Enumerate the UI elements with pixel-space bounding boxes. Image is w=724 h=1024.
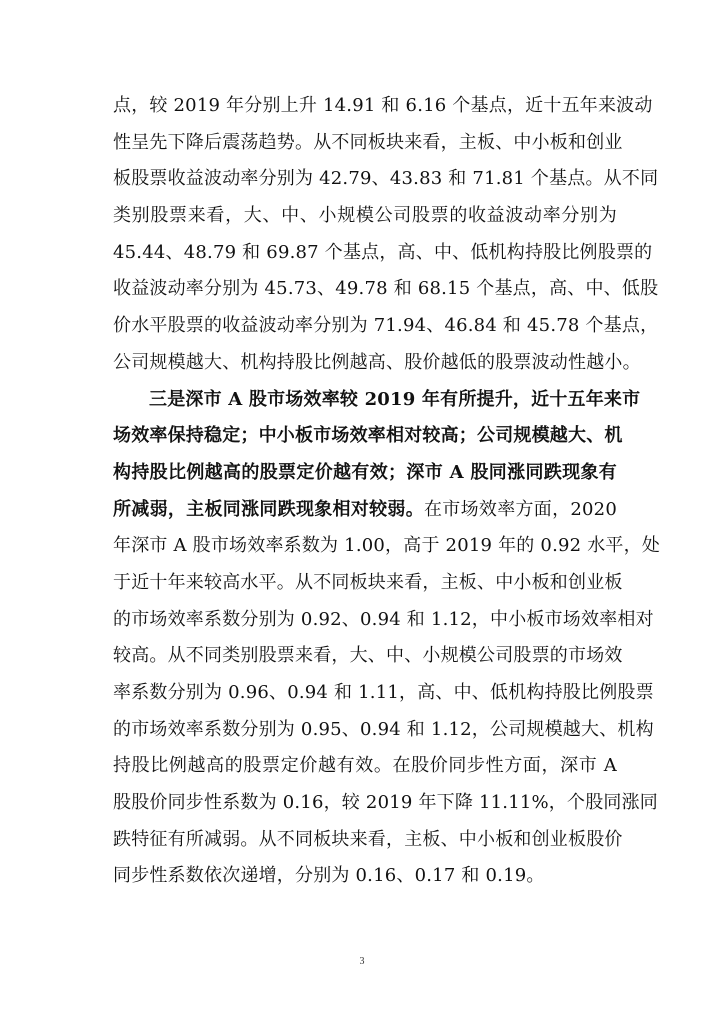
text-line-mixed	[113, 492, 617, 529]
bold-heading-end: 所减弱，主板同涨同跌现象相对较弱。	[113, 498, 425, 520]
bold-heading-line: 场效率保持稳定；中小板市场效率相对较高；公司规模越大、机	[113, 425, 623, 447]
text-line: 板股票收益波动率分别为 42.79、43.83 和 71.81 个基点。从不同	[113, 168, 659, 190]
text-line: 收益波动率分别为 45.73、49.78 和 68.15 个基点，高、中、低股	[113, 278, 659, 300]
text-line: 公司规模越大、机构持股比例越高、股价越低的股票波动性越小。	[113, 351, 641, 373]
text-line: 的市场效率系数分别为 0.95、0.94 和 1.12，公司规模越大、机构	[113, 718, 654, 740]
bold-heading-line: 构持股比例越高的股票定价越有效；深市 A 股同涨同跌现象有	[113, 461, 617, 483]
text-line: 于近十年来较高水平。从不同板块来看，主板、中小板和创业板	[113, 571, 623, 593]
paragraph-volatility	[113, 88, 659, 382]
page-number: 3	[359, 956, 365, 967]
text-segment: 在市场效率方面，2020	[424, 498, 617, 520]
text-line: 跌特征有所减弱。从不同板块来看，主板、中小板和创业板股价	[113, 828, 623, 850]
bold-heading-line: 三是深市 A 股市场效率较 2019 年有所提升，近十五年来市	[149, 388, 641, 410]
document-body	[113, 88, 661, 895]
paragraph-market-efficiency	[113, 382, 661, 896]
text-line: 性呈先下降后震荡趋势。从不同板块来看，主板、中小板和创业	[113, 131, 623, 153]
text-line: 类别股票来看，大、中、小规模公司股票的收益波动率分别为	[113, 205, 617, 227]
text-line: 同步性系数依次递增，分别为 0.16、0.17 和 0.19。	[113, 865, 545, 887]
text-line: 45.44、48.79 和 69.87 个基点，高、中、低机构持股比例股票的	[113, 241, 653, 263]
text-line: 股股价同步性系数为 0.16，较 2019 年下降 11.11%，个股同涨同	[113, 792, 659, 814]
text-line: 持股比例越高的股票定价越有效。在股价同步性方面，深市 A	[113, 755, 617, 777]
text-line: 价水平股票的收益波动率分别为 71.94、46.84 和 45.78 个基点，	[113, 315, 659, 337]
text-line: 较高。从不同类别股票来看，大、中、小规模公司股票的市场效	[113, 645, 623, 667]
text-line: 率系数分别为 0.96、0.94 和 1.11，高、中、低机构持股比例股票	[113, 682, 654, 703]
text-line: 点，较 2019 年分别上升 14.91 和 6.16 个基点，近十五年来波动	[113, 95, 653, 116]
text-line: 年深市 A 股市场效率系数为 1.00，高于 2019 年的 0.92 水平，处	[113, 535, 661, 557]
text-line: 的市场效率系数分别为 0.92、0.94 和 1.12，中小板市场效率相对	[113, 608, 654, 630]
